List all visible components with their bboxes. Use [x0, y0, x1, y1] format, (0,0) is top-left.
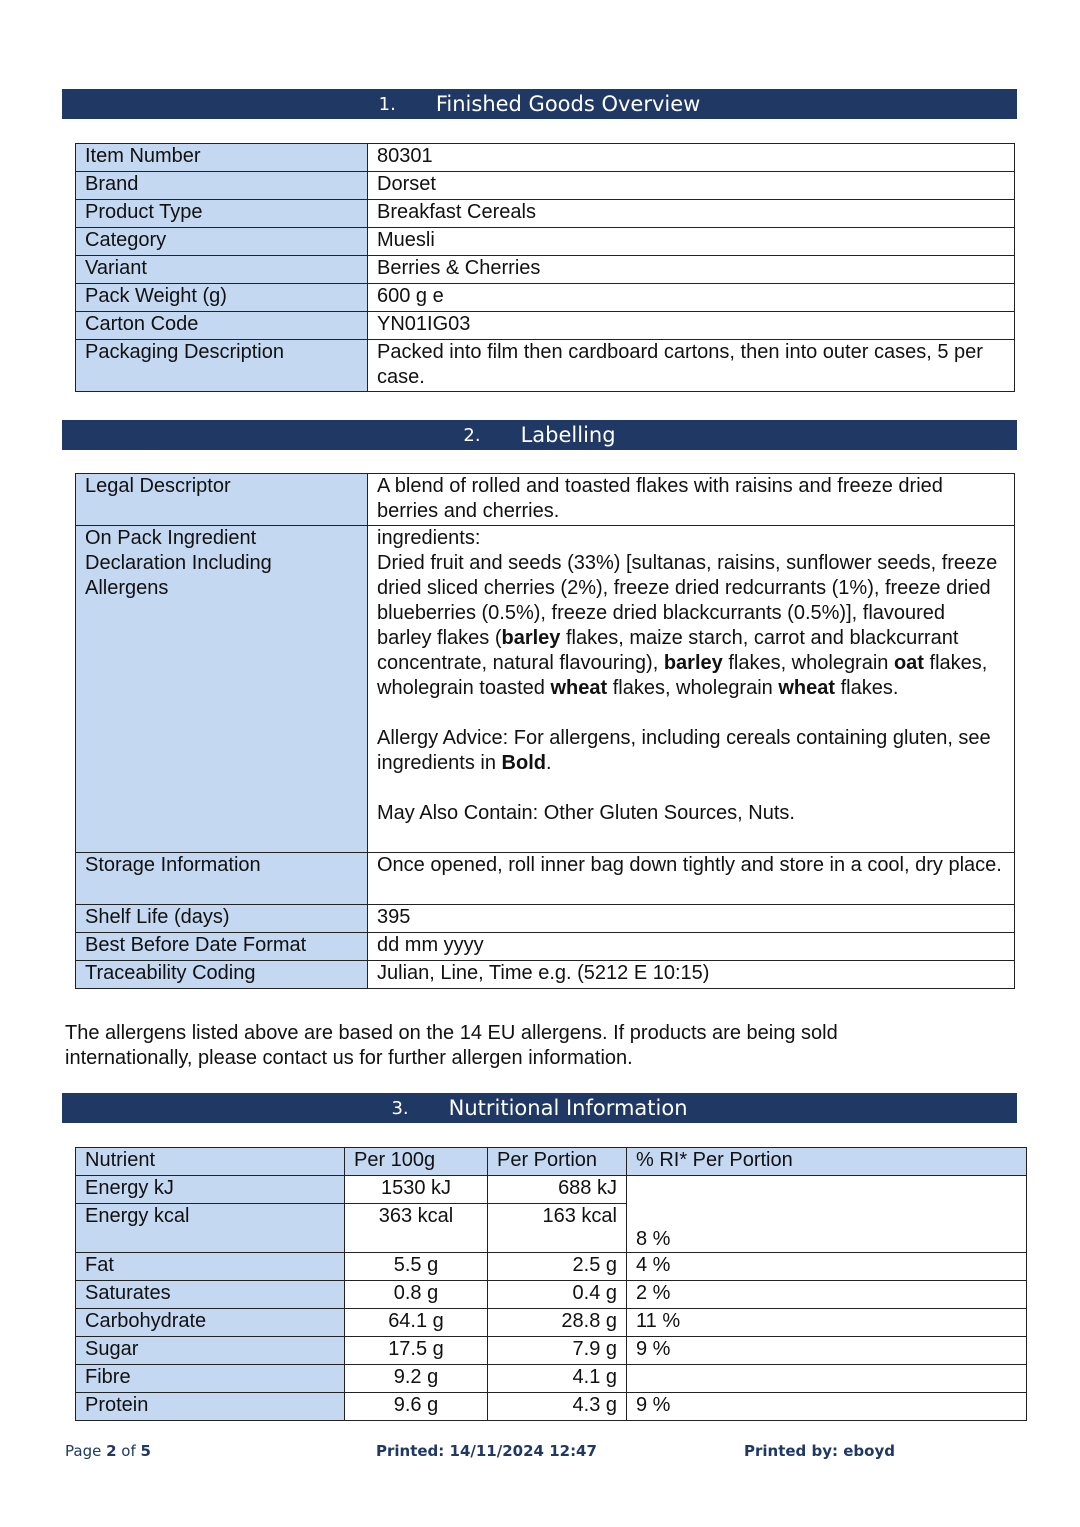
allergy-advice: Allergy Advice: For allergens, including cereals containing gluten, see ingredients in Bold.	[377, 727, 991, 774]
ingredient-text: flakes, wholegrain toasted	[377, 652, 988, 699]
portion-value: 4.3 g	[488, 1393, 627, 1421]
field-value: 600 g e	[368, 284, 1015, 312]
may-contain: May Also Contain: Other Gluten Sources, Nuts.	[377, 802, 795, 824]
field-value: Muesli	[368, 228, 1015, 256]
overview-table	[75, 143, 1015, 392]
table-row	[76, 172, 1015, 200]
table-row	[76, 284, 1015, 312]
table-row	[76, 228, 1015, 256]
field-label: Product Type	[76, 200, 368, 228]
table-row	[76, 1253, 1027, 1281]
printed-date: Printed: 14/11/2024 12:47	[376, 1442, 597, 1460]
labelling-table	[75, 473, 1015, 989]
table-row	[76, 1281, 1027, 1309]
ingredient-text: flakes.	[835, 677, 899, 699]
per100-value: 17.5 g	[345, 1337, 488, 1365]
field-label: Shelf Life (days)	[76, 905, 368, 933]
column-header: Nutrient	[76, 1148, 345, 1176]
field-label: Category	[76, 228, 368, 256]
table-row	[76, 256, 1015, 284]
field-label: Pack Weight (g)	[76, 284, 368, 312]
section-number: 1.	[378, 93, 396, 115]
ri-value: 4 %	[627, 1253, 1027, 1281]
nutrition-table	[75, 1147, 1027, 1421]
per100-value: 363 kcal	[345, 1204, 488, 1253]
table-row	[76, 474, 1015, 526]
nutrient-name: Carbohydrate	[76, 1309, 345, 1337]
portion-value: 28.8 g	[488, 1309, 627, 1337]
field-value: YN01IG03	[368, 312, 1015, 340]
allergen-term: wheat	[550, 677, 608, 699]
ri-value: 11 %	[627, 1309, 1027, 1337]
ingredient-text: flakes, wholegrain	[607, 677, 779, 699]
nutrient-name: Sugar	[76, 1337, 345, 1365]
table-row	[76, 933, 1015, 961]
field-value: Julian, Line, Time e.g. (5212 E 10:15)	[368, 961, 1015, 989]
per100-value: 5.5 g	[345, 1253, 488, 1281]
section-title: Finished Goods Overview	[435, 92, 701, 116]
ri-value: 2 %	[627, 1281, 1027, 1309]
table-row	[76, 1176, 1027, 1204]
table-row	[76, 1365, 1027, 1393]
column-header: Per Portion	[488, 1148, 627, 1176]
allergen-term: barley	[663, 652, 723, 674]
ingredients-intro: ingredients:	[377, 527, 481, 549]
field-value: Berries & Cherries	[368, 256, 1015, 284]
table-row	[76, 200, 1015, 228]
field-label: Packaging Description	[76, 340, 368, 392]
table-row	[76, 1309, 1027, 1337]
field-value: dd mm yyyy	[368, 933, 1015, 961]
field-label: Brand	[76, 172, 368, 200]
ingredients-label: On Pack Ingredient Declaration Including Allergens	[76, 526, 368, 853]
field-label: Item Number	[76, 144, 368, 172]
field-value: Dorset	[368, 172, 1015, 200]
portion-value: 4.1 g	[488, 1365, 627, 1393]
field-value: Breakfast Cereals	[368, 200, 1015, 228]
per100-value: 64.1 g	[345, 1309, 488, 1337]
field-label: Carton Code	[76, 312, 368, 340]
ingredients-value	[368, 526, 1015, 853]
ingredient-text: flakes, wholegrain	[722, 652, 894, 674]
field-label: Traceability Coding	[76, 961, 368, 989]
field-value: 80301	[368, 144, 1015, 172]
section-title: Nutritional Information	[448, 1096, 688, 1120]
printed-by: Printed by: eboyd	[744, 1442, 895, 1460]
nutrition-header-row	[76, 1148, 1027, 1176]
portion-value: 2.5 g	[488, 1253, 627, 1281]
page-number: Page 2 of 5	[65, 1442, 151, 1460]
section-title: Labelling	[520, 423, 616, 447]
column-header: % RI* Per Portion	[627, 1148, 1027, 1176]
section-header-overview	[62, 89, 1017, 119]
ri-value	[627, 1365, 1027, 1393]
per100-value: 1530 kJ	[345, 1176, 488, 1204]
ri-value: 9 %	[627, 1393, 1027, 1421]
nutrient-name: Fat	[76, 1253, 345, 1281]
portion-value: 163 kcal	[488, 1204, 627, 1253]
portion-value: 0.4 g	[488, 1281, 627, 1309]
allergen-term: barley	[501, 627, 561, 649]
field-label: Variant	[76, 256, 368, 284]
nutrient-name: Saturates	[76, 1281, 345, 1309]
table-row	[76, 1337, 1027, 1365]
ingredients-list	[377, 551, 1005, 701]
per100-value: 0.8 g	[345, 1281, 488, 1309]
nutrient-name: Protein	[76, 1393, 345, 1421]
allergen-term: oat	[893, 652, 924, 674]
per100-value: 9.6 g	[345, 1393, 488, 1421]
table-row	[76, 340, 1015, 392]
section-header-labelling	[62, 420, 1017, 450]
legal-descriptor-label: Legal Descriptor	[76, 474, 368, 526]
allergen-term: wheat	[778, 677, 836, 699]
per100-value: 9.2 g	[345, 1365, 488, 1393]
legal-descriptor-value: A blend of rolled and toasted flakes with raisins and freeze dried berries and cherries.	[368, 474, 1015, 526]
portion-value: 688 kJ	[488, 1176, 627, 1204]
table-row	[76, 312, 1015, 340]
field-label: Best Before Date Format	[76, 933, 368, 961]
ingredient-text: flakes, maize starch, carrot and blackcurrant concentrate, natural flavouring),	[377, 627, 959, 674]
section-number: 2.	[463, 424, 481, 446]
table-row	[76, 526, 1015, 853]
ri-value: 9 %	[627, 1337, 1027, 1365]
table-row	[76, 905, 1015, 933]
nutrient-name: Energy kJ	[76, 1176, 345, 1204]
nutrient-name: Fibre	[76, 1365, 345, 1393]
table-row	[76, 1393, 1027, 1421]
allergen-note: The allergens listed above are based on the 14 EU allergens. If products are being sold internationally, please contact us for further allergen information.	[65, 1022, 838, 1069]
portion-value: 7.9 g	[488, 1337, 627, 1365]
ingredient-text: Dried fruit and seeds (33%) [sultanas, raisins, sunflower seeds, freeze dried sliced cherries (2%), freeze dried redcurrants (1%), freeze dried blueberries (0.5%), freeze dried blackcurrants (0.5%)], flavoured barley flakes (	[377, 552, 998, 649]
section-header-nutrition	[62, 1093, 1017, 1123]
table-row	[76, 853, 1015, 905]
field-label: Storage Information	[76, 853, 368, 905]
section-number: 3.	[391, 1097, 409, 1119]
table-row	[76, 144, 1015, 172]
energy-ri-value: 8 %	[627, 1176, 1027, 1253]
nutrient-name: Energy kcal	[76, 1204, 345, 1253]
field-value: 395	[368, 905, 1015, 933]
column-header: Per 100g	[345, 1148, 488, 1176]
table-row	[76, 961, 1015, 989]
field-value: Packed into film then cardboard cartons, then into outer cases, 5 per case.	[368, 340, 1015, 392]
field-value: Once opened, roll inner bag down tightly and store in a cool, dry place.	[368, 853, 1015, 905]
